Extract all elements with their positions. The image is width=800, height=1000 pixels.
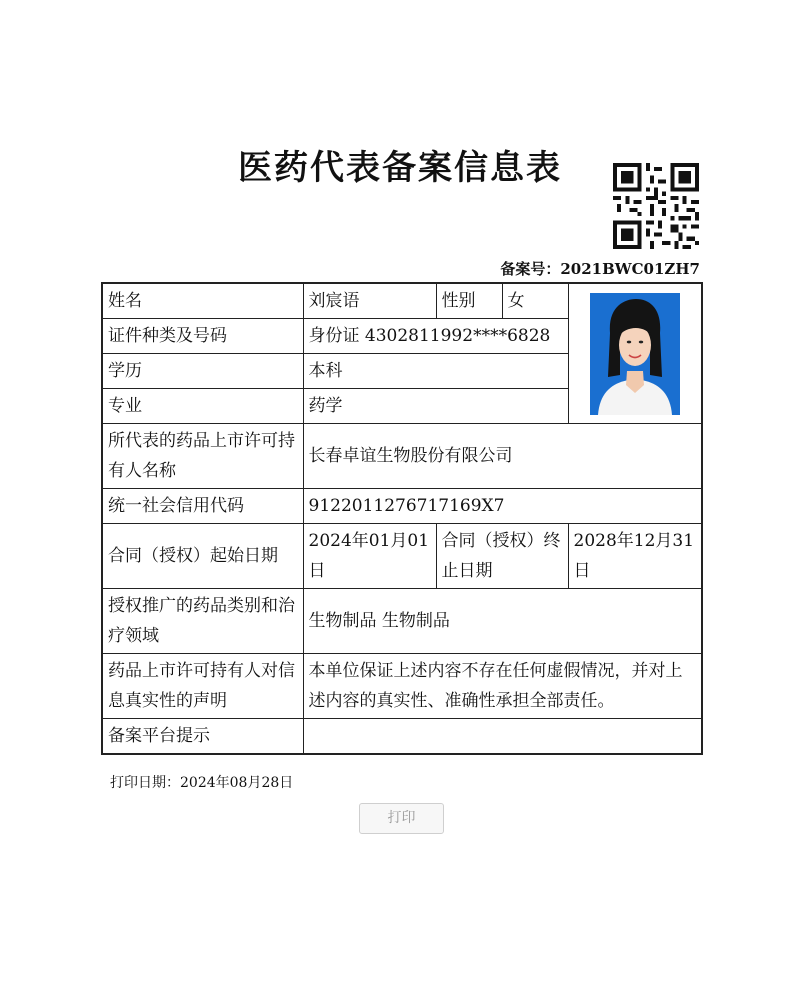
- end-date-value: 2028年12月31日: [568, 524, 702, 589]
- end-date-label: 合同（授权）终止日期: [436, 524, 568, 589]
- statement-label: 药品上市许可持有人对信息真实性的声明: [102, 654, 303, 719]
- major-value: 药学: [303, 389, 568, 424]
- gender-value: 女: [502, 283, 568, 319]
- table-row: [102, 489, 702, 524]
- table-row: [102, 524, 702, 589]
- platform-label: 备案平台提示: [102, 719, 303, 755]
- table-row: [102, 654, 702, 719]
- name-label: 姓名: [102, 283, 303, 319]
- holder-label: 所代表的药品上市许可持有人名称: [102, 424, 303, 489]
- statement-value: 本单位保证上述内容不存在任何虚假情况，并对上述内容的真实性、准确性承担全部责任。: [303, 654, 702, 719]
- record-number: 备案号：2021BWC01ZH7: [500, 260, 700, 278]
- name-value: 刘宸语: [303, 283, 436, 319]
- start-date-value: 2024年01月01日: [303, 524, 436, 589]
- holder-value: 长春卓谊生物股份有限公司: [303, 424, 702, 489]
- id-label: 证件种类及号码: [102, 319, 303, 354]
- id-value: 身份证 4302811992****6828: [303, 319, 568, 354]
- qr-code-icon: [613, 163, 699, 249]
- education-value: 本科: [303, 354, 568, 389]
- print-date: 打印日期：2024年08月28日: [110, 775, 294, 791]
- table-row: [102, 719, 702, 755]
- table-row: [102, 589, 702, 654]
- info-table: [101, 282, 703, 755]
- platform-value: [303, 719, 702, 755]
- start-date-label: 合同（授权）起始日期: [102, 524, 303, 589]
- page-title: 医药代表备案信息表: [238, 148, 562, 188]
- gender-label: 性别: [436, 283, 502, 319]
- credit-value: 9122011276717169X7: [303, 489, 702, 524]
- scope-label: 授权推广的药品类别和治疗领域: [102, 589, 303, 654]
- education-label: 学历: [102, 354, 303, 389]
- photo-cell: [568, 283, 702, 424]
- major-label: 专业: [102, 389, 303, 424]
- portrait-photo: [590, 293, 680, 415]
- scope-value: 生物制品 生物制品: [303, 589, 702, 654]
- table-row: [102, 283, 702, 319]
- credit-label: 统一社会信用代码: [102, 489, 303, 524]
- print-button[interactable]: 打印: [359, 803, 444, 834]
- table-row: [102, 424, 702, 489]
